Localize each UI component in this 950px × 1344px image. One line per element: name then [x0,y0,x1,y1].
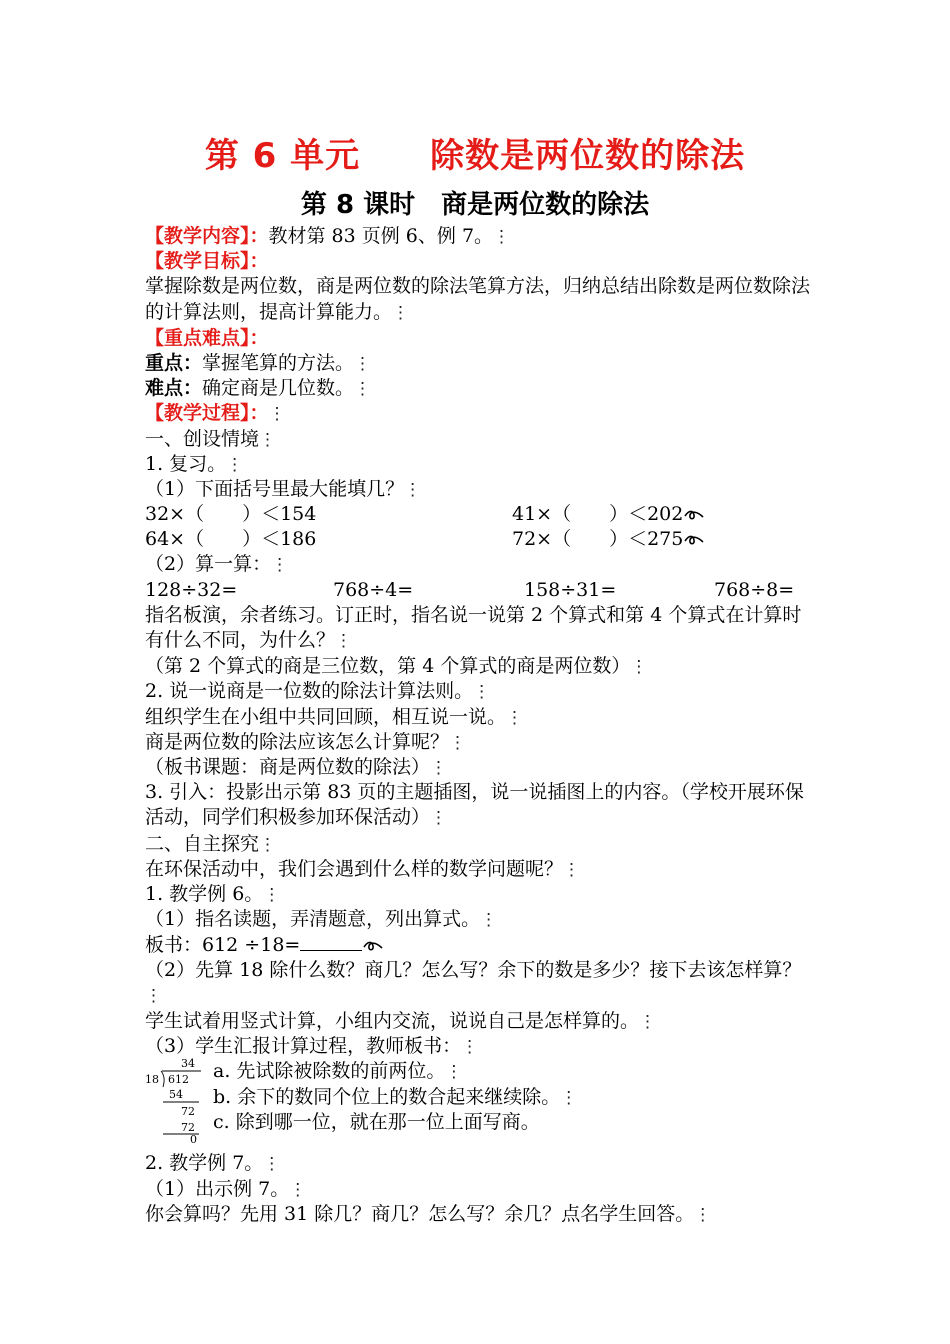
review-title: 1. 复习。⋮ [145,452,244,475]
paragraph: （1）指名读题，弄清题意，列出算式。⋮ [145,908,498,931]
lesson-number: 第 8 课时 [300,190,416,220]
fill-question: （1）下面括号里最大能填几？⋮ [145,477,422,500]
paragraph: 3. 引入：投影出示第 83 页的主题插图，说一说插图上的内容。（学校开展环保活动，同学们积极参加环保活动）⋮ [145,781,804,829]
division-dividend: 612 [168,1073,189,1087]
step-item: b. 余下的数同个位上的数合起来继续除。⋮ [213,1085,578,1108]
unit-topic: 除数是两位数的除法 [430,136,746,176]
unit-title [0,128,950,177]
long-division-block [145,1057,815,1144]
paragraph: （2）先算 18 除什么数？商几？怎么写？余下的数是多少？接下去该怎样算？⋮ [145,958,802,1006]
key-point: 重点：掌握笔算的方法。⋮ [145,351,372,374]
division-step: 72 [181,1105,195,1119]
section-2-title: 二、自主探究⋮ [145,832,277,855]
fill-item: 72×（ ）＜275 [512,527,705,552]
division-quotient: 34 [181,1057,195,1071]
calc-question: （2）算一算：⋮ [145,553,289,576]
paragraph: 商是两位数的除法应该怎么计算呢？⋮ [145,730,467,753]
division-step: 54 [169,1088,183,1102]
division-remainder: 0 [190,1133,197,1144]
paragraph: 在环保活动中，我们会遇到什么样的数学问题呢？⋮ [145,857,581,880]
section-1-title: 一、创设情境⋮ [145,427,277,450]
lesson-title [0,184,950,221]
keypoints-label: 【重点难点】： [145,326,269,349]
answer-blank [300,932,362,951]
process-label: 【教学过程】： [145,402,269,425]
paragraph: 指名板演，余者练习。订正时，指名说一说第 2 个算式和第 4 个算式在计算时有什么不同，为什么？⋮ [145,603,802,652]
loop-mark-icon [683,533,705,547]
division-divisor: 18 [145,1073,159,1087]
paragraph: 2. 说一说商是一位数的除法计算法则。⋮ [145,680,491,703]
lesson-topic: 商是两位数的除法 [441,190,650,220]
paragraph: （1）出示例 7。⋮ [145,1177,307,1200]
paragraph: 组织学生在小组中共同回顾，相互说一说。⋮ [145,705,524,728]
loop-mark-icon [362,939,384,953]
keypoints-heading [145,326,815,351]
paragraph: 你会算吗？先用 31 除几？商几？怎么写？余几？点名学生回答。⋮ [145,1202,712,1225]
fill-row-1 [145,502,815,527]
step-item: a. 先试除被除数的前两位。⋮ [213,1060,463,1083]
calc-row [145,578,815,603]
content-line: 【教学内容】：教材第 83 页例 6、例 7。⋮ [145,225,511,247]
calc-item: 768÷8= [714,578,795,601]
paragraph: （第 2 个算式的商是三位数，第 4 个算式的商是两位数）⋮ [145,655,648,678]
step-item: c. 除到哪一位，就在那一位上面写商。 [213,1110,540,1133]
board-equation: 板书：612 ÷18= [145,932,815,957]
example-6-title: 1. 教学例 6。⋮ [145,882,281,905]
unit-number: 第 6 单元 [204,136,361,176]
paragraph: （板书课题：商是两位数的除法）⋮ [145,756,448,778]
example-7-title: 2. 教学例 7。⋮ [145,1152,281,1175]
goal-text: 掌握除数是两位数，商是两位数的除法笔算方法，归纳总结出除数是两位数除法的计算法则，提高计算能力。⋮ [145,275,811,323]
division-step: 72 [181,1121,195,1135]
fill-item: 41×（ ）＜202 [512,502,705,527]
lesson-body [145,224,815,1227]
fill-item: 32×（ ）＜154 [145,503,317,526]
paragraph: （3）学生汇报计算过程，教师板书：⋮ [145,1035,479,1058]
calc-item: 768÷4= [333,578,414,601]
paragraph: 学生试着用竖式计算，小组内交流，说说自己是怎样算的。⋮ [145,1009,657,1032]
content-label: 【教学内容】： [145,225,269,247]
hard-point: 难点：确定商是几位数。⋮ [145,377,372,400]
calc-item: 128÷32= [145,578,238,601]
fill-row-2 [145,527,815,552]
calc-item: 158÷31= [524,578,617,601]
process-heading: 【教学过程】：⋮ [145,402,286,425]
loop-mark-icon [683,508,705,522]
goal-heading [145,249,815,274]
division-steps [213,1059,577,1135]
long-division [145,1057,205,1143]
goal-label: 【教学目标】： [145,250,269,273]
fill-item: 64×（ ）＜186 [145,528,317,551]
